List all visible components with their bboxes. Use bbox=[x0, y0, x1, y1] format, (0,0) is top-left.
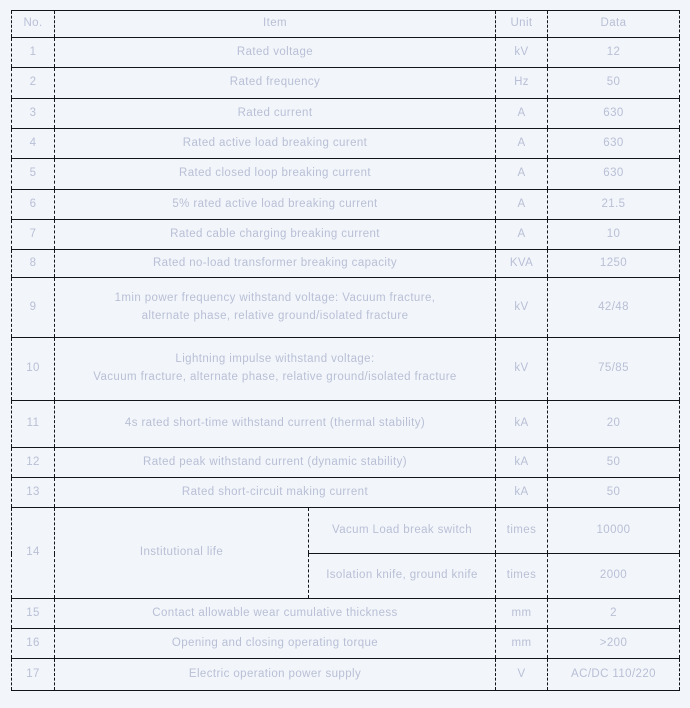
row-10-item-cell bbox=[55, 338, 496, 401]
item-line-2: Vacuum fracture, alternate phase, relative ground/isolated fracture bbox=[93, 371, 457, 383]
row-15-data-cell: 2 bbox=[548, 599, 680, 629]
row-4-data-cell: 630 bbox=[548, 129, 680, 159]
header-row bbox=[12, 11, 680, 38]
column-header-unit: Unit bbox=[496, 11, 548, 38]
row-14a-subitem-cell: Vacum Load break switch bbox=[309, 508, 496, 554]
row-7-unit-cell: A bbox=[496, 220, 548, 250]
row-12-no-cell: 12 bbox=[12, 448, 55, 478]
row-13-data-cell: 50 bbox=[548, 478, 680, 508]
row-11-data-cell: 20 bbox=[548, 401, 680, 448]
row-1-item-cell: Rated voltage bbox=[55, 38, 496, 68]
table-row bbox=[12, 190, 680, 220]
table-row bbox=[12, 478, 680, 508]
row-14-no-cell: 14 bbox=[12, 508, 55, 599]
column-header-item: Item bbox=[55, 11, 496, 38]
row-6-no-cell: 6 bbox=[12, 190, 55, 220]
row-16-unit-cell: mm bbox=[496, 629, 548, 659]
row-13-no-cell: 13 bbox=[12, 478, 55, 508]
row-11-unit-cell: kA bbox=[496, 401, 548, 448]
row-10-data-cell: 75/85 bbox=[548, 338, 680, 401]
row-7-data-cell: 10 bbox=[548, 220, 680, 250]
row-8-item-cell: Rated no-load transformer breaking capacity bbox=[55, 250, 496, 278]
table-row bbox=[12, 68, 680, 99]
table-row bbox=[12, 629, 680, 659]
row-2-item-cell: Rated frequency bbox=[55, 68, 496, 99]
row-8-data-cell: 1250 bbox=[548, 250, 680, 278]
row-5-no-cell: 5 bbox=[12, 159, 55, 190]
spec-table bbox=[11, 10, 680, 691]
row-12-item-cell: Rated peak withstand current (dynamic stability) bbox=[55, 448, 496, 478]
row-14b-subitem-cell: Isolation knife, ground knife bbox=[309, 554, 496, 599]
row-10-unit-cell: kV bbox=[496, 338, 548, 401]
row-13-item-cell: Rated short-circuit making current bbox=[55, 478, 496, 508]
table-row bbox=[12, 38, 680, 68]
row-2-data-cell: 50 bbox=[548, 68, 680, 99]
column-header-no: No. bbox=[12, 11, 55, 38]
row-9-no-cell: 9 bbox=[12, 278, 55, 338]
table-row bbox=[12, 508, 680, 554]
row-6-item-cell: 5% rated active load breaking current bbox=[55, 190, 496, 220]
table-row bbox=[12, 250, 680, 278]
row-16-no-cell: 16 bbox=[12, 629, 55, 659]
table-row bbox=[12, 159, 680, 190]
table-row bbox=[12, 599, 680, 629]
row-4-no-cell: 4 bbox=[12, 129, 55, 159]
row-14a-data-cell: 10000 bbox=[548, 508, 680, 554]
row-8-no-cell: 8 bbox=[12, 250, 55, 278]
row-15-no-cell: 15 bbox=[12, 599, 55, 629]
item-line-1: Lightning impulse withstand voltage: bbox=[175, 353, 375, 366]
row-4-unit-cell: A bbox=[496, 129, 548, 159]
row-9-unit-cell: kV bbox=[496, 278, 548, 338]
row-1-no-cell: 1 bbox=[12, 38, 55, 68]
row-1-unit-cell: kV bbox=[496, 38, 548, 68]
item-line-1: 1min power frequency withstand voltage: Vacuum fracture, bbox=[114, 291, 436, 304]
row-6-unit-cell: A bbox=[496, 190, 548, 220]
row-14b-unit-cell: times bbox=[496, 554, 548, 599]
row-14b-data-cell: 2000 bbox=[548, 554, 680, 599]
row-7-no-cell: 7 bbox=[12, 220, 55, 250]
row-7-item-cell: Rated cable charging breaking current bbox=[55, 220, 496, 250]
row-3-unit-cell: A bbox=[496, 99, 548, 129]
table-row bbox=[12, 278, 680, 338]
row-12-unit-cell: kA bbox=[496, 448, 548, 478]
row-8-unit-cell: KVA bbox=[496, 250, 548, 278]
row-12-data-cell: 50 bbox=[548, 448, 680, 478]
row-6-data-cell: 21.5 bbox=[548, 190, 680, 220]
row-5-data-cell: 630 bbox=[548, 159, 680, 190]
row-17-no-cell: 17 bbox=[12, 659, 55, 691]
row-14a-unit-cell: times bbox=[496, 508, 548, 554]
row-14-item-cell: Institutional life bbox=[55, 508, 309, 599]
row-4-item-cell: Rated active load breaking curent bbox=[55, 129, 496, 159]
row-16-item-cell: Opening and closing operating torque bbox=[55, 629, 496, 659]
table-row bbox=[12, 99, 680, 129]
item-line-2: alternate phase, relative ground/isolated fracture bbox=[141, 309, 409, 322]
row-9-data-cell: 42/48 bbox=[548, 278, 680, 338]
column-header-data: Data bbox=[548, 11, 680, 38]
row-17-item-cell: Electric operation power supply bbox=[55, 659, 496, 691]
row-5-item-cell: Rated closed loop breaking current bbox=[55, 159, 496, 190]
table-row bbox=[12, 220, 680, 250]
row-10-no-cell: 10 bbox=[12, 338, 55, 401]
row-15-unit-cell: mm bbox=[496, 599, 548, 629]
row-11-item-cell: 4s rated short-time withstand current (thermal stability) bbox=[55, 401, 496, 448]
table-row bbox=[12, 659, 680, 691]
row-16-data-cell: >200 bbox=[548, 629, 680, 659]
row-3-no-cell: 3 bbox=[12, 99, 55, 129]
row-17-data-cell: AC/DC 110/220 bbox=[548, 659, 680, 691]
row-5-unit-cell: A bbox=[496, 159, 548, 190]
row-13-unit-cell: kA bbox=[496, 478, 548, 508]
row-11-no-cell: 11 bbox=[12, 401, 55, 448]
row-9-item-cell bbox=[55, 278, 496, 338]
row-1-data-cell: 12 bbox=[548, 38, 680, 68]
row-15-item-cell: Contact allowable wear cumulative thickness bbox=[55, 599, 496, 629]
row-2-unit-cell: Hz bbox=[496, 68, 548, 99]
table-row bbox=[12, 448, 680, 478]
table-row bbox=[12, 129, 680, 159]
row-2-no-cell: 2 bbox=[12, 68, 55, 99]
table-row bbox=[12, 401, 680, 448]
table-row bbox=[12, 338, 680, 401]
row-3-data-cell: 630 bbox=[548, 99, 680, 129]
row-17-unit-cell: V bbox=[496, 659, 548, 691]
row-3-item-cell: Rated current bbox=[55, 99, 496, 129]
